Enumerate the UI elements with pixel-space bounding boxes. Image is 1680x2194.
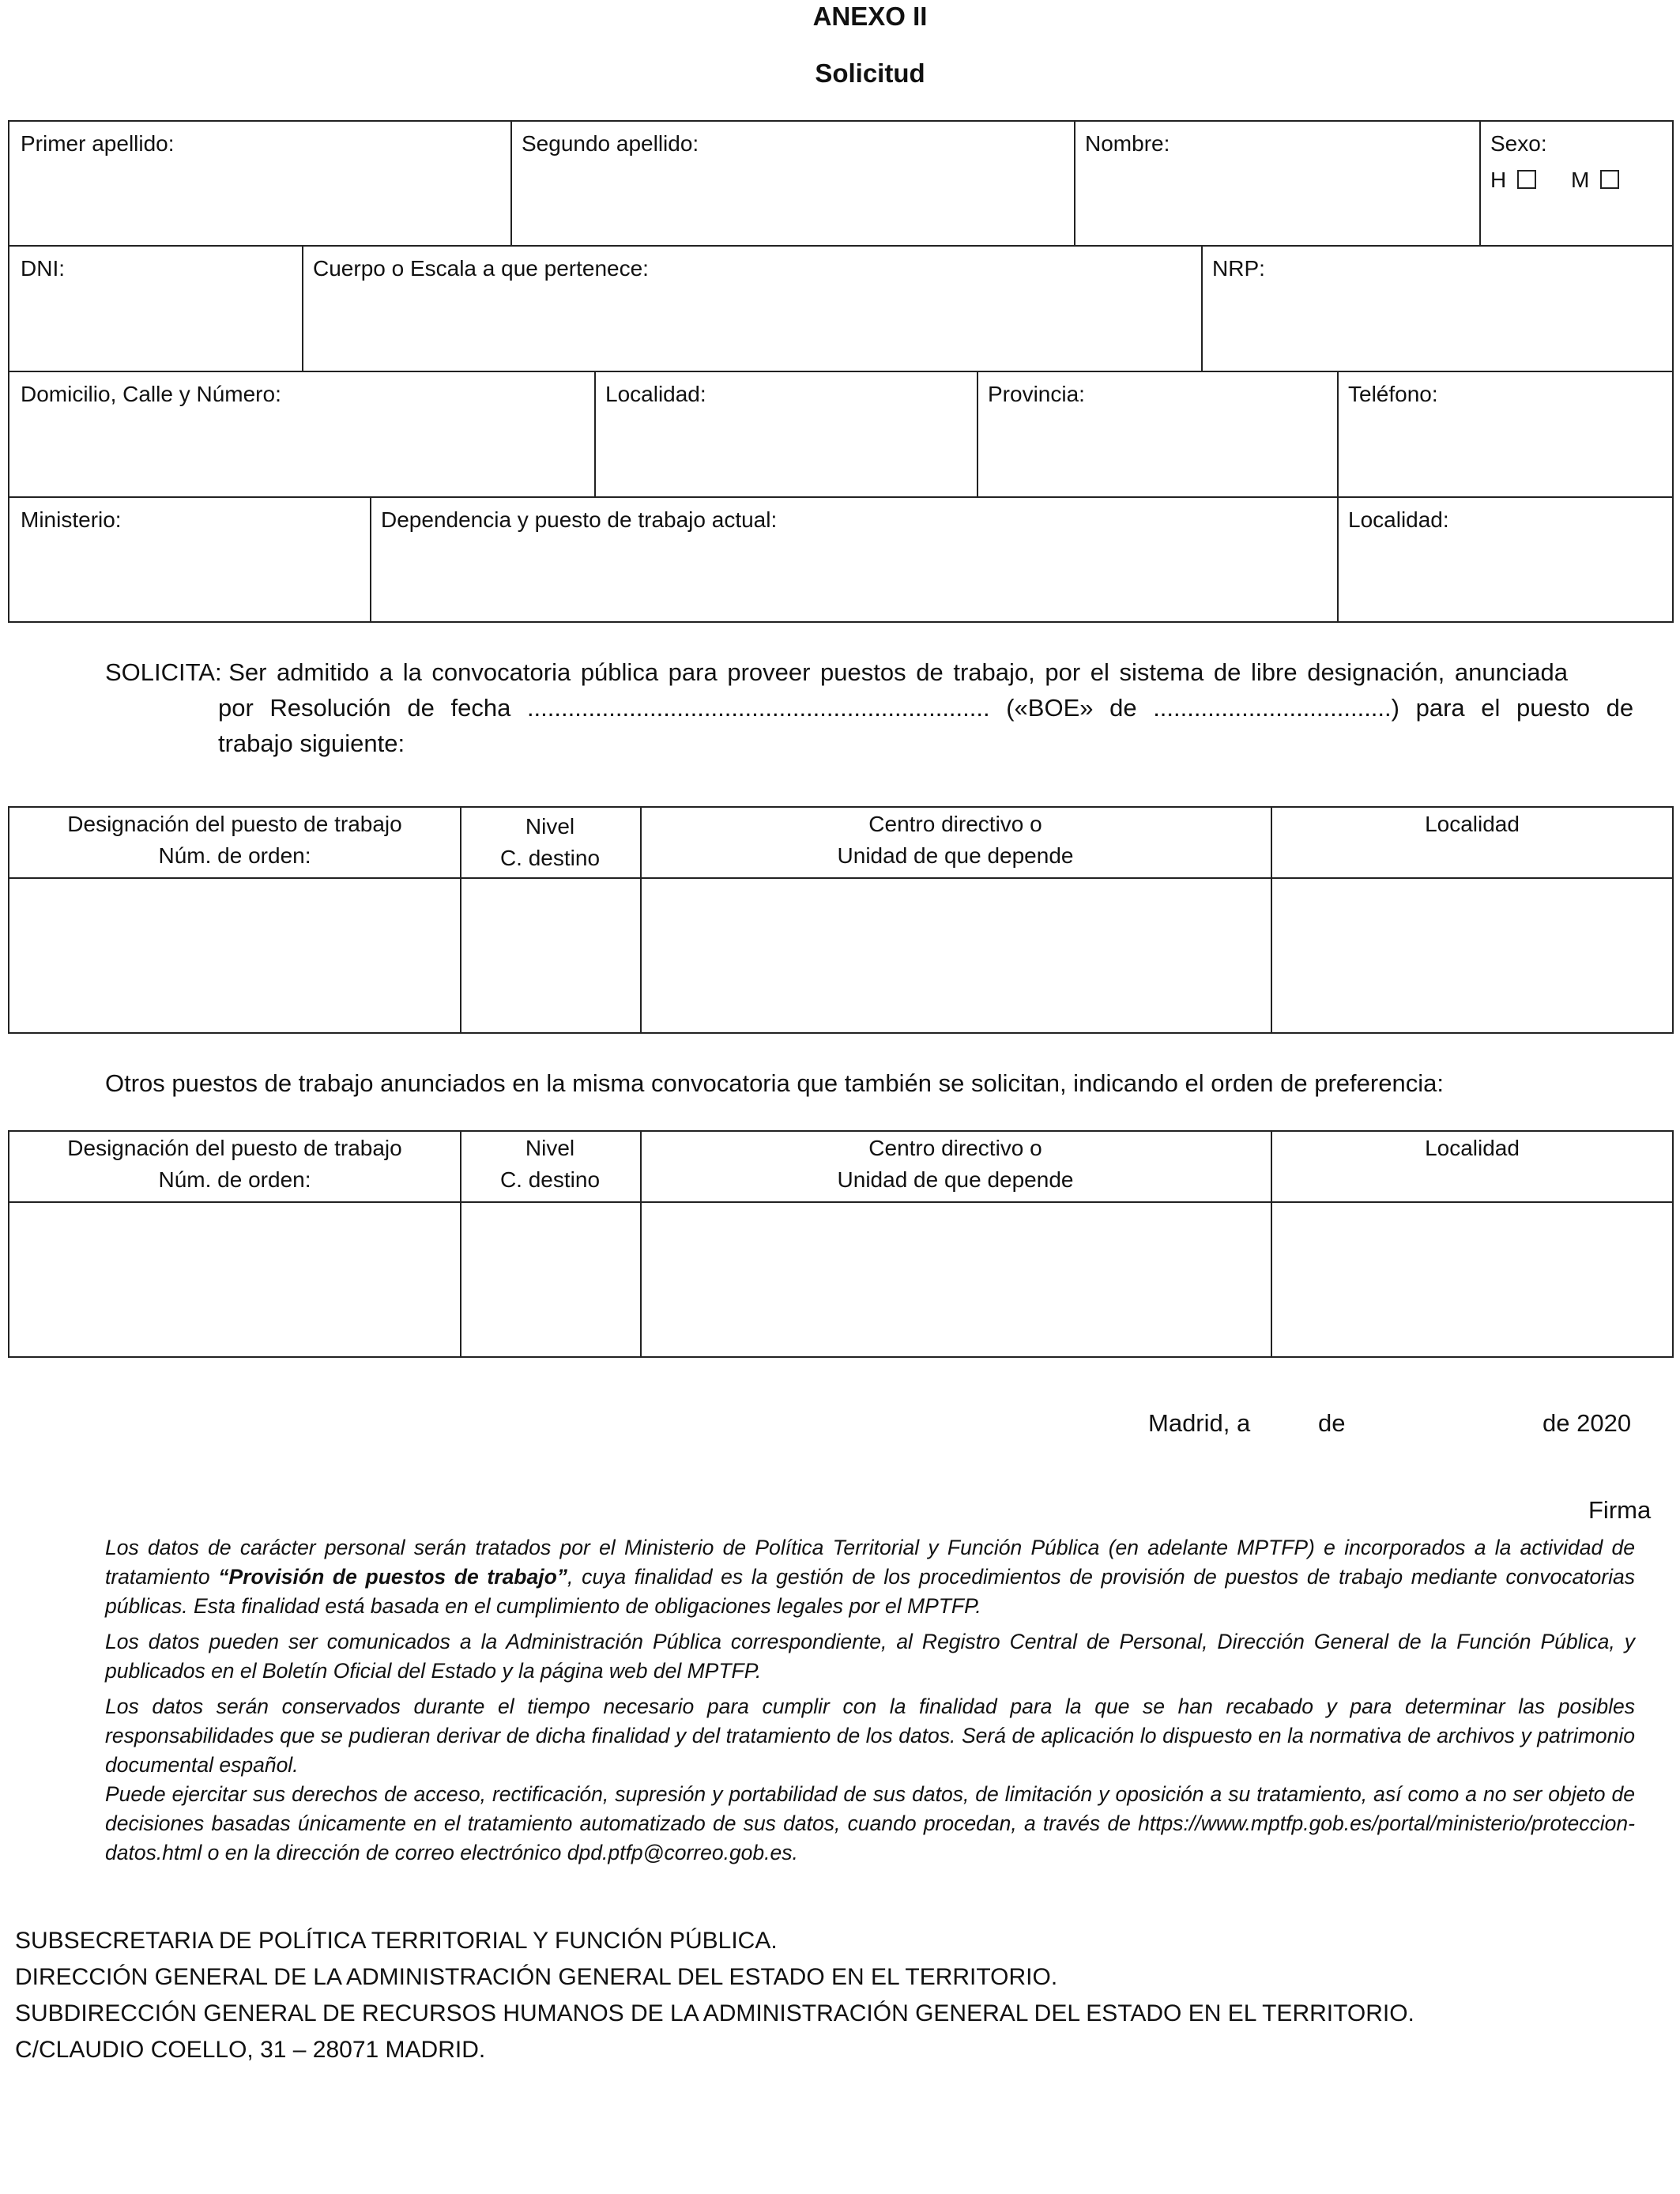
address-block xyxy=(15,1923,1414,2068)
header-text: Centro directivo o xyxy=(868,812,1042,836)
activity-name: “Provisión de puestos de trabajo” xyxy=(218,1565,568,1589)
segundo-apellido-field[interactable]: Segundo apellido: xyxy=(522,131,699,156)
col-nivel xyxy=(460,1133,640,1196)
header-text: Designación del puesto de trabajo xyxy=(67,1136,402,1160)
sexo-label: Sexo: xyxy=(1490,131,1547,156)
col-divider xyxy=(977,371,978,496)
header-text: Localidad xyxy=(1425,1136,1520,1160)
annex-title: ANEXO II xyxy=(812,2,928,31)
header-text: Núm. de orden: xyxy=(158,843,311,868)
row-divider xyxy=(9,245,1672,247)
col-divider xyxy=(1201,245,1203,371)
header-text: Unidad de que depende xyxy=(837,843,1074,868)
solicita-paragraph xyxy=(105,654,1654,761)
header-text: Designación del puesto de trabajo xyxy=(67,812,402,836)
header-text: Localidad xyxy=(1425,812,1520,836)
privacy-paragraph-3: Los datos serán conservados durante el tiempo necesario para cumplir con la finalidad para la que se han recabado y para determinar las posibles responsabilidades que se pudieran derivar de dicha finalidad y del tratamiento de los datos. Será de aplicación lo dispuesto en la normativa de archivos y patrimonio documental español. xyxy=(105,1695,1635,1777)
col-centro xyxy=(640,809,1271,872)
col-divider xyxy=(1479,122,1481,245)
primer-apellido-field[interactable]: Primer apellido: xyxy=(21,131,175,156)
privacy-text: Los datos de carácter personal serán tratados por el Ministerio de Política Territorial y Función Pública (en adelante MPTFP) e incorporados a la actividad de tratamiento xyxy=(105,1536,1635,1589)
designacion-input-cell[interactable] xyxy=(9,879,460,1034)
sexo-h-label: H xyxy=(1490,168,1507,192)
date-de: de xyxy=(1318,1409,1346,1437)
domicilio-field[interactable]: Domicilio, Calle y Número: xyxy=(21,382,281,406)
dni-field[interactable]: DNI: xyxy=(21,256,65,281)
centro-input-cell[interactable] xyxy=(642,1203,1271,1358)
header-text: Nivel xyxy=(525,1136,575,1160)
solicita-prefix: SOLICITA: xyxy=(105,658,222,686)
address-line: SUBSECRETARIA DE POLÍTICA TERRITORIAL Y FUNCIÓN PÚBLICA. xyxy=(15,1928,778,1954)
personal-data-grid xyxy=(8,120,1674,623)
col-divider xyxy=(370,496,371,623)
puesto-table xyxy=(8,806,1674,1034)
localidad-field[interactable]: Localidad: xyxy=(605,382,706,406)
address-line: DIRECCIÓN GENERAL DE LA ADMINISTRACIÓN GENERAL DEL ESTADO EN EL TERRITORIO. xyxy=(15,1964,1058,1990)
col-divider xyxy=(1074,122,1075,245)
sexo-m-label: M xyxy=(1571,168,1590,192)
centro-input-cell[interactable] xyxy=(642,879,1271,1034)
address-line: SUBDIRECCIÓN GENERAL DE RECURSOS HUMANOS DE LA ADMINISTRACIÓN GENERAL DEL ESTADO EN EL TERRITORIO. xyxy=(15,2000,1414,2026)
date-year: de 2020 xyxy=(1543,1409,1632,1437)
designacion-input-cell[interactable] xyxy=(9,1203,460,1358)
provincia-field[interactable]: Provincia: xyxy=(988,382,1085,406)
col-divider xyxy=(1337,496,1339,623)
localidad-actual-field[interactable]: Localidad: xyxy=(1348,507,1449,532)
nivel-input-cell[interactable] xyxy=(461,1203,640,1358)
form-title: Solicitud xyxy=(815,58,925,88)
header-text: Nivel xyxy=(525,814,575,839)
col-designacion xyxy=(9,809,460,872)
nivel-input-cell[interactable] xyxy=(461,879,640,1034)
localidad-input-cell[interactable] xyxy=(1272,879,1674,1034)
date-madrid: Madrid, a xyxy=(1148,1409,1251,1437)
privacy-paragraph-1 xyxy=(105,1533,1635,1621)
localidad-input-cell[interactable] xyxy=(1272,1203,1674,1358)
signature-label: Firma xyxy=(1588,1496,1652,1524)
header-text: C. destino xyxy=(499,846,601,870)
col-divider xyxy=(510,122,512,245)
solicita-line-3: trabajo siguiente: xyxy=(218,729,405,757)
nombre-field[interactable]: Nombre: xyxy=(1085,131,1170,156)
header-text: C. destino xyxy=(499,1167,601,1192)
sexo-options xyxy=(1490,168,1619,193)
solicita-line-2: por Resolución de fecha .................................................................... («BOE» de ...................................) para el puesto de xyxy=(218,694,1634,722)
privacy-notice xyxy=(105,1533,1635,1868)
otros-puestos-table xyxy=(8,1130,1674,1358)
col-designacion xyxy=(9,1133,460,1196)
col-localidad xyxy=(1271,809,1674,840)
col-localidad xyxy=(1271,1133,1674,1164)
col-divider xyxy=(302,245,303,371)
privacy-paragraph-2: Los datos pueden ser comunicados a la Administración Pública correspondiente, al Registro Central de Personal, Dirección General de la Función Pública, y publicados en el Boletín Oficial del Estado y la página web del MPTFP. xyxy=(105,1630,1635,1683)
privacy-text: , cuya finalidad es la gestión de los procedimientos de provisión de puestos de trabajo mediante convocatorias públicas. Esta finalidad está basada en el cumplimiento de obligaciones legales por el MPTFP. xyxy=(105,1565,1635,1618)
col-divider xyxy=(594,371,596,496)
address-line: C/CLAUDIO COELLO, 31 – 28071 MADRID. xyxy=(15,2037,486,2063)
col-centro xyxy=(640,1133,1271,1196)
privacy-paragraph-4: Puede ejercitar sus derechos de acceso, rectificación, supresión y portabilidad de sus datos, de limitación y oposición a su tratamiento, así como a no ser objeto de decisiones basadas únicamente en el tratamiento automatizado de sus datos, cuando procedan, a través de https://www.mptfp.gob.es/portal/ministerio/proteccion-datos.html o en la dirección de correo electrónico dpd.ptfp@correo.gob.es. xyxy=(105,1782,1635,1864)
ministerio-field[interactable]: Ministerio: xyxy=(21,507,122,532)
sexo-m-checkbox[interactable] xyxy=(1600,170,1619,189)
solicita-text-1: Ser admitido a la convocatoria pública para proveer puestos de trabajo, por el sistema de libre designación, anunciada xyxy=(228,658,1568,686)
nrp-field[interactable]: NRP: xyxy=(1212,256,1265,281)
dependencia-field[interactable]: Dependencia y puesto de trabajo actual: xyxy=(381,507,778,532)
row-divider xyxy=(9,371,1672,372)
header-text: Centro directivo o xyxy=(868,1136,1042,1160)
col-divider xyxy=(1337,371,1339,496)
row-divider xyxy=(9,496,1672,498)
telefono-field[interactable]: Teléfono: xyxy=(1348,382,1438,406)
col-nivel xyxy=(460,811,640,874)
cuerpo-field[interactable]: Cuerpo o Escala a que pertenece: xyxy=(313,256,649,281)
solicita-line-1 xyxy=(105,654,1654,690)
header-text: Núm. de orden: xyxy=(158,1167,311,1192)
sexo-h-checkbox[interactable] xyxy=(1517,170,1536,189)
otros-puestos-text: Otros puestos de trabajo anunciados en la misma convocatoria que también se solicitan, indicando el orden de preferencia: xyxy=(105,1069,1444,1097)
header-text: Unidad de que depende xyxy=(837,1167,1074,1192)
